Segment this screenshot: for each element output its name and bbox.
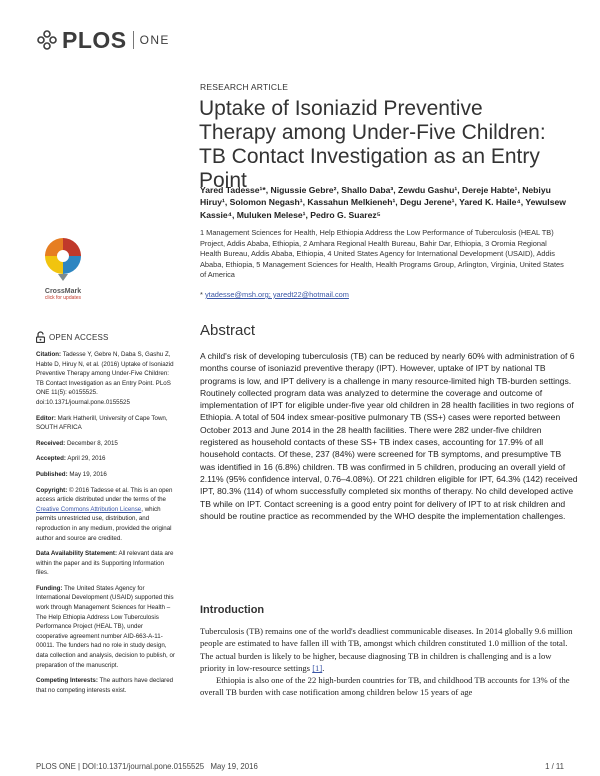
article-metadata [36,350,176,701]
author-list: Yared Tadesse¹*, Nigussie Gebre², Shallo Daba³, Zewdu Gashu¹, Dereje Habte¹, Nebiyu Hiruy¹, Solomon Negash¹, Kassahun Melkieneh¹, Degu Jerene¹, Yared K. Haile⁴, Yewulsew Kassie⁴, Muluken Melese¹, Pedro G. Suarez⁵ [200,185,566,220]
article-title: Uptake of Isoniazid Preventive Therapy among Under-Five Children: TB Contact Investigation as an Entry Point [199,97,546,192]
intro-paragraph-1: Tuberculosis (TB) remains one of the world's deadliest communicable diseases. In 2014 globally 9.6 million people are estimated to have fallen ill with TB, amongst which children constituted 1.0 million of the total. The actual burden is likely to be higher, because diagnosing TB in children is challenging and is a low priority in low-resource settings [1]. [200,626,573,673]
plos-wordmark: PLOS [62,26,127,53]
logo-divider [133,31,134,49]
footer-citation: PLOS ONE | DOI:10.1371/journal.pone.0155525 May 19, 2016 [36,762,258,771]
email-marker: * [200,290,203,299]
abstract-text: A child's risk of developing tuberculosis (TB) can be reduced by nearly 60% with administration of 6 months course of isoniazid preventive therapy (IPT). However, uptake of IPT by national TB programs is low, and IPT delivery is a challenge in many resource-limited high TB-burden settings. Routinely collected program data was analyzed to determine the coverage and outcome of implementation of IPT for eligible under-five year old children in 28 health facilities in two regions of Ethiopia. A total of 504 index smear-positive pulmonary TB (SS+) cases were reported between October 2013 and June 2014 in the 28 health facilities. There were 282 under-five children registered as household contacts of these SS+ TB index cases, accounting for 17.9% of all household contacts. Of these, 237 (84%) were screened for TB symptoms, and presumptive TB was identified in 16 (6.8%) children. TB was confirmed in 5 children, producing an overall yield of 2.11% (95% confidence interval, 0.76–4.08%). Of 221 children eligible for IPT, 64.3% (142) received IPT, 80.3% (114) of whom successfully completed six months of therapy. No child developed active TB while on IPT. Contact screening is a good entry point for delivery of IPT to at risk children and should be routine practice as recommended by the WHO despite the implementation challenges. [200,351,578,521]
competing-interests-block: Competing Interests: The authors have declared that no competing interests exist. [36,677,174,694]
editor-block: Editor: Mark Hatherill, University of Cape Town, SOUTH AFRICA [36,414,168,432]
open-access-badge [36,331,109,343]
accepted-block: Accepted: April 29, 2016 [36,455,106,463]
received-block: Received: December 8, 2015 [36,439,118,447]
email-link[interactable]: ytadesse@msh.org; yaredt22@hotmail.com [204,290,349,299]
affiliations: 1 Management Sciences for Health, Help Ethiopia Address the Low Performance of Tuberculosis (HEAL TB) Project, Addis Ababa, Ethiopia, 2 Amhara Regional Health Bureau, Bahir Dar, Ethiopia, 3 Oromia Regional Health Bureau, Addis Ababa, Ethiopia, 4 United States Agency for International Development (USAID), Addis Ababa, Ethiopia, 5 Management Sciences for Health, Health Programs Group, Arlington, Virginia, United States of America [200,228,564,279]
article-type: RESEARCH ARTICLE [200,82,289,92]
crossmark-badge[interactable] [34,236,92,301]
correspondence [200,290,349,299]
crossmark-sublabel: click for updates [44,295,82,301]
citation-block: Citation: Tadesse Y, Gebre N, Daba S, Gashu Z, Habte D, Hiruy N, et al. (2016) Uptake of Isoniazid Preventive Therapy among Under-Five Children: TB Contact Investigation as an Entry Point. PLoS ONE 11(5): e0155525. doi:10.1371/journal.pone.0155525 [36,351,174,406]
crossmark-label: CrossMark [44,288,82,295]
copyright-block: Copyright: © 2016 Tadesse et al. This is an open access article distributed under the terms of the Creative Commons Attribution License, which permits unrestricted use, distribution, and reproduction in any medium, provided the original author and source are credited. [36,486,173,542]
published-block: Published: May 19, 2016 [36,470,107,478]
introduction-text [200,625,578,699]
reference-link[interactable]: [1] [312,662,323,673]
crossmark-icon [43,236,83,282]
open-lock-icon [36,331,45,343]
plos-one-logo[interactable] [36,22,170,58]
license-link[interactable]: Creative Commons Attribution License [36,505,142,513]
data-availability-block: Data Availability Statement: All relevant data are within the paper and its Supporting Information files. [36,550,174,577]
plos-emblem-icon [36,29,58,51]
abstract-heading: Abstract [200,322,256,339]
page-number: 1 / 11 [545,762,564,771]
intro-paragraph-2: Ethiopia is also one of the 22 high-burden countries for TB, and childhood TB accounts for 13% of the overall TB burden with case notification among children below 15 years of age [200,675,570,698]
page-footer [36,762,564,771]
open-access-label: OPEN ACCESS [49,332,109,342]
journal-name: ONE [139,33,170,47]
funding-block: Funding: The United States Agency for International Development (USAID) supported this work through Management Sciences for Health – The Help Ethiopia Address Low Tuberculosis Performance Project (HEAL TB), under cooperative agreement number AID-663-A-11-00011. The funders had no role in study design, data collection and analysis, decision to publish, or preparation of the manuscript. [36,584,175,669]
introduction-heading: Introduction [200,604,265,616]
